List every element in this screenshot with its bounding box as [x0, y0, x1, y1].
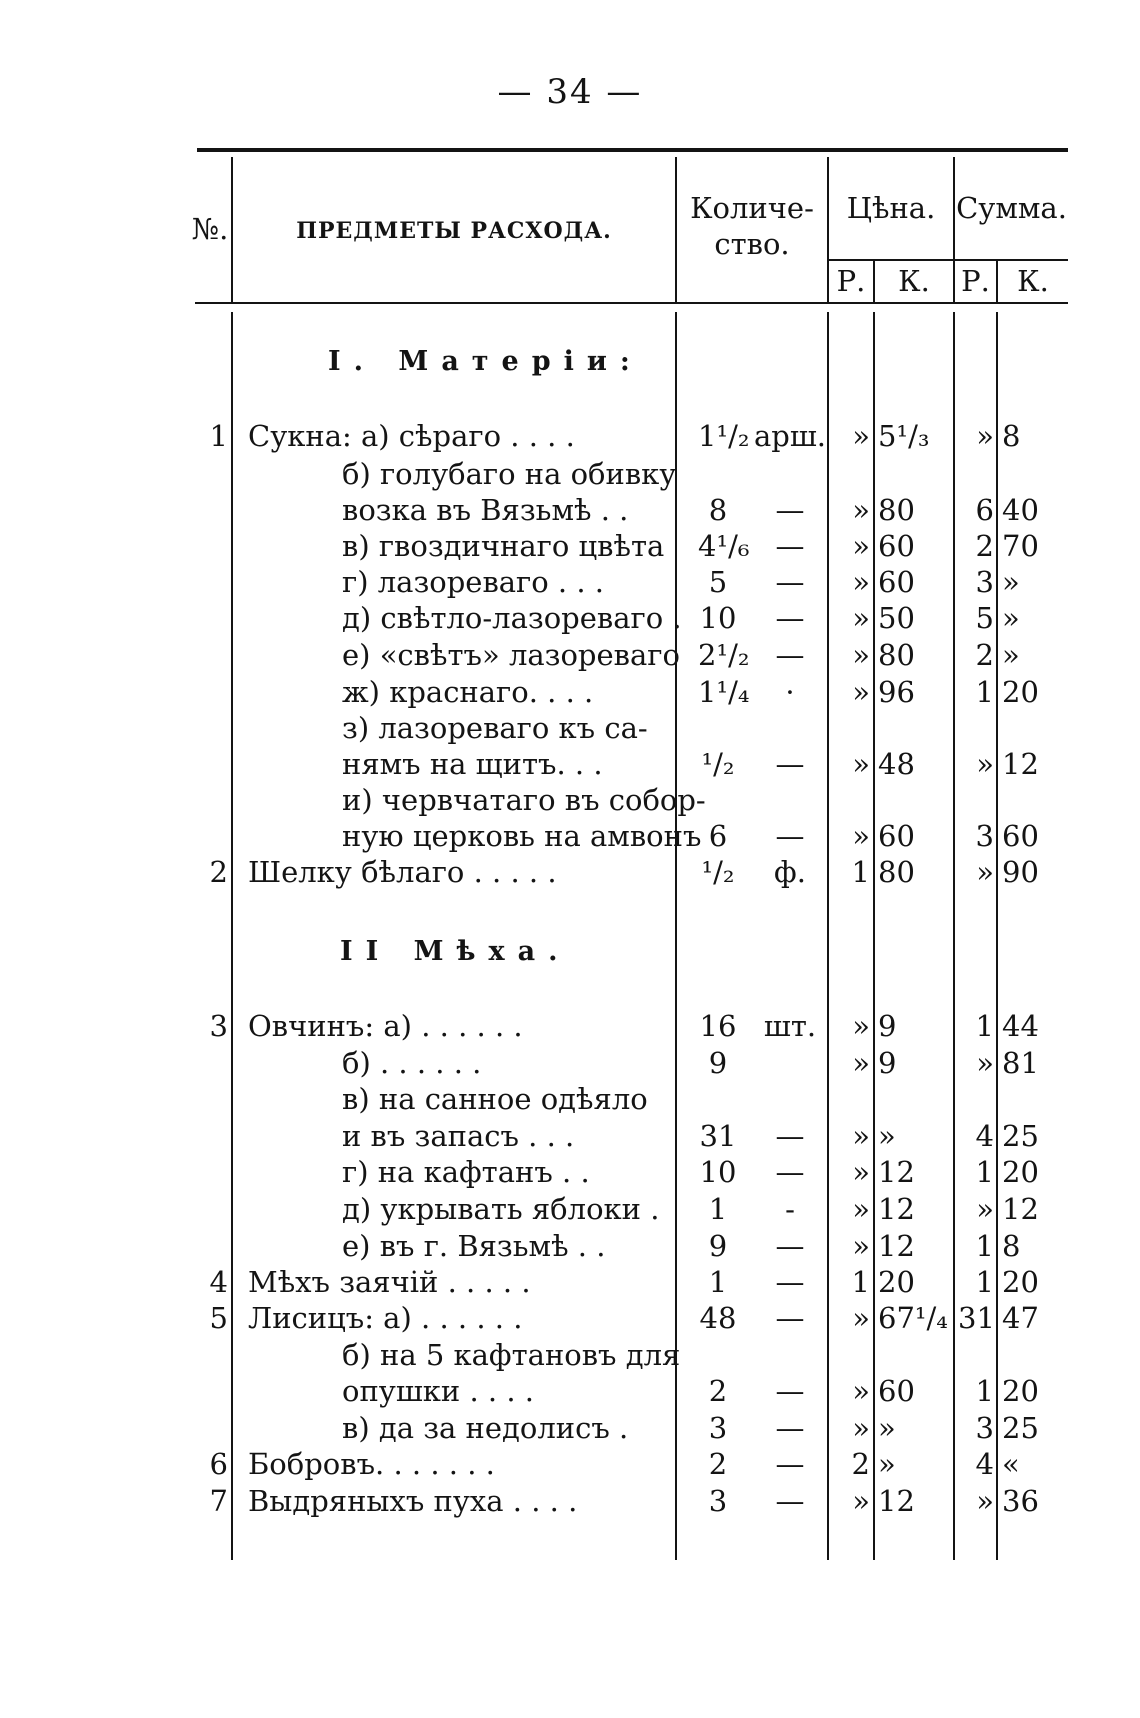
cell-pr: » — [852, 601, 870, 635]
cell-qty: 1 — [708, 1265, 728, 1299]
table-row — [0, 746, 1140, 782]
cell-pk: 60 — [878, 1374, 915, 1408]
cell-pk: 60 — [878, 565, 915, 599]
cell-item: и) червчатаго въ собор- — [342, 783, 706, 817]
cell-unit: арш. — [753, 419, 827, 453]
cell-pk: » — [878, 1447, 896, 1481]
cell-pk: 48 — [878, 747, 915, 781]
table-row — [0, 1446, 1140, 1482]
cell-sk: 25 — [1002, 1411, 1039, 1445]
cell-qty: 5 — [708, 565, 728, 599]
cell-pk: 60 — [878, 819, 915, 853]
cell-item: г) на кафтанъ . . — [342, 1155, 590, 1189]
cell-sk: 20 — [1002, 1374, 1039, 1408]
cell-sr: » — [976, 1046, 994, 1080]
cell-item: и въ запасъ . . . — [342, 1119, 575, 1153]
cell-sr: 4 — [975, 1447, 994, 1481]
cell-sr: 3 — [975, 1411, 994, 1445]
cell-sk: 20 — [1002, 1155, 1039, 1189]
cell-pr: » — [852, 493, 870, 527]
cell-qty: 9 — [708, 1046, 728, 1080]
cell-qty: 10 — [699, 601, 737, 635]
cell-sk: 47 — [1002, 1301, 1039, 1335]
cell-qty: 6 — [708, 819, 728, 853]
cell-item: Мѣхъ заячій . . . . . — [248, 1265, 531, 1299]
cell-qty: 48 — [699, 1301, 737, 1335]
cell-sr: 5 — [975, 601, 994, 635]
cell-pr: » — [852, 1192, 870, 1226]
cell-unit: — — [775, 1484, 805, 1518]
cell-pk: 80 — [878, 493, 915, 527]
cell-pk: 50 — [878, 601, 915, 635]
cell-item: ную церковь на амвонъ — [342, 819, 702, 853]
table-row — [0, 1081, 1140, 1117]
cell-item: нямъ на щитъ. . . — [342, 747, 603, 781]
cell-pr: » — [852, 638, 870, 672]
cell-unit: — — [775, 1229, 805, 1263]
cell-unit: · — [785, 675, 795, 709]
cell-qty: 16 — [699, 1009, 737, 1043]
table-row — [0, 1410, 1140, 1446]
cell-qty: ¹/₂ — [701, 855, 735, 889]
cell-unit: — — [775, 638, 805, 672]
cell-sk: « — [1002, 1447, 1020, 1481]
cell-sk: 44 — [1002, 1009, 1039, 1043]
cell-sr: » — [976, 747, 994, 781]
table-row — [0, 854, 1140, 890]
page-number: — 34 — — [497, 72, 643, 112]
cell-pr: » — [852, 1046, 870, 1080]
cell-qty: 2 — [708, 1447, 728, 1481]
header-price-r: Р. — [836, 264, 866, 298]
cell-item: б) голубаго на обивку — [342, 457, 677, 491]
cell-item: д) укрывать яблоки . — [342, 1192, 660, 1226]
cell-unit: — — [775, 493, 805, 527]
cell-pr: » — [852, 1009, 870, 1043]
cell-sk: » — [1002, 565, 1020, 599]
cell-sk: 81 — [1002, 1046, 1039, 1080]
cell-sk: 70 — [1002, 529, 1039, 563]
cell-pr: » — [852, 1229, 870, 1263]
cell-item: б) . . . . . . — [342, 1046, 482, 1080]
cell-item: е) «свѣтъ» лазореваго — [342, 638, 680, 672]
cell-qty: 2¹/₂ — [698, 638, 750, 672]
cell-num: 2 — [209, 855, 228, 889]
cell-num: 6 — [209, 1447, 228, 1481]
header-qty-2: ство. — [714, 227, 790, 261]
table-row — [0, 1228, 1140, 1264]
table-row — [0, 1045, 1140, 1081]
cell-pk: 9 — [878, 1009, 897, 1043]
cell-num: 4 — [209, 1265, 228, 1299]
cell-sr: 1 — [975, 1265, 994, 1299]
cell-sr: 2 — [975, 638, 994, 672]
header-price: Цѣна. — [846, 191, 936, 225]
cell-pk: 96 — [878, 675, 915, 709]
cell-qty: 10 — [699, 1155, 737, 1189]
cell-sr: » — [976, 855, 994, 889]
cell-pr: » — [852, 565, 870, 599]
cell-sr: 1 — [975, 1155, 994, 1189]
cell-pk: 67¹/₄ — [878, 1301, 948, 1335]
cell-pk: 5¹/₃ — [878, 419, 930, 453]
table-row — [0, 710, 1140, 746]
cell-item: в) да за недолисъ . — [342, 1411, 629, 1445]
cell-unit: — — [775, 601, 805, 635]
cell-item: Сукна: а) сѣраго . . . . — [248, 419, 575, 453]
cell-sr: 3 — [975, 819, 994, 853]
table-row — [0, 637, 1140, 673]
cell-pk: 12 — [878, 1229, 915, 1263]
cell-pr: » — [852, 1484, 870, 1518]
cell-pr: 1 — [851, 855, 870, 889]
cell-item: Выдряныхъ пуха . . . . — [248, 1484, 578, 1518]
cell-item: в) гвоздичнаго цвѣта — [342, 529, 665, 563]
cell-unit: — — [775, 1447, 805, 1481]
cell-unit: — — [775, 565, 805, 599]
cell-item: Бобровъ. . . . . . . — [248, 1447, 495, 1481]
cell-pr: » — [852, 1155, 870, 1189]
cell-sk: 12 — [1002, 1192, 1039, 1226]
cell-sr: 1 — [975, 1009, 994, 1043]
cell-num: 7 — [209, 1484, 228, 1518]
cell-pk: 9 — [878, 1046, 897, 1080]
table-row — [0, 600, 1140, 636]
subheader-rule — [827, 259, 1068, 261]
cell-pr: » — [852, 819, 870, 853]
cell-qty: 3 — [708, 1484, 728, 1518]
cell-pk: » — [878, 1411, 896, 1445]
cell-sk: 90 — [1002, 855, 1039, 889]
cell-sk: 40 — [1002, 493, 1039, 527]
cell-unit: — — [775, 529, 805, 563]
table-row — [0, 1118, 1140, 1154]
cell-qty: 1 — [708, 1192, 728, 1226]
header-sum-k: К. — [1017, 264, 1049, 298]
cell-pk: 20 — [878, 1265, 915, 1299]
section-heading-materials: I. Матеріи: — [328, 346, 643, 377]
cell-item: Лисицъ: а) . . . . . . — [248, 1301, 523, 1335]
cell-qty: 31 — [699, 1119, 737, 1153]
cell-item: з) лазореваго къ са- — [342, 711, 648, 745]
table-row — [0, 674, 1140, 710]
cell-sk: 8 — [1002, 419, 1021, 453]
table-row — [0, 418, 1140, 454]
cell-qty: ¹/₂ — [701, 747, 735, 781]
cell-sr: 2 — [975, 529, 994, 563]
cell-pk: » — [878, 1119, 896, 1153]
cell-pk: 60 — [878, 529, 915, 563]
cell-sk: 20 — [1002, 675, 1039, 709]
table-row — [0, 528, 1140, 564]
cell-sk: 60 — [1002, 819, 1039, 853]
cell-pk: 12 — [878, 1484, 915, 1518]
cell-sr: 1 — [975, 1374, 994, 1408]
table-row — [0, 1483, 1140, 1519]
cell-pk: 80 — [878, 855, 915, 889]
cell-unit: - — [785, 1192, 795, 1226]
table-row — [0, 1337, 1140, 1373]
cell-pk: 80 — [878, 638, 915, 672]
cell-item: д) свѣтло-лазореваго . — [342, 601, 682, 635]
cell-sr: 31 — [958, 1301, 995, 1335]
table-row — [0, 1154, 1140, 1190]
table-row — [0, 456, 1140, 492]
cell-pk: 12 — [878, 1155, 915, 1189]
cell-sr: 1 — [975, 675, 994, 709]
header-price-k: К. — [898, 264, 930, 298]
cell-item: г) лазореваго . . . — [342, 565, 605, 599]
header-sum-r: Р. — [961, 264, 990, 298]
cell-sr: 6 — [975, 493, 994, 527]
cell-num: 3 — [209, 1009, 228, 1043]
cell-unit: — — [775, 747, 805, 781]
cell-sr: 4 — [975, 1119, 994, 1153]
table-row — [0, 1373, 1140, 1409]
cell-sr: » — [976, 1192, 994, 1226]
cell-unit: — — [775, 1119, 805, 1153]
cell-pr: » — [852, 675, 870, 709]
cell-qty: 9 — [708, 1229, 728, 1263]
cell-item: е) въ г. Вязьмѣ . . — [342, 1229, 606, 1263]
cell-sk: 36 — [1002, 1484, 1039, 1518]
cell-qty: 3 — [708, 1411, 728, 1445]
table-row — [0, 1191, 1140, 1227]
cell-sr: » — [976, 1484, 994, 1518]
cell-sk: 12 — [1002, 747, 1039, 781]
cell-sr: 1 — [975, 1229, 994, 1263]
cell-pr: » — [852, 747, 870, 781]
cell-qty: 1¹/₂ — [698, 419, 750, 453]
cell-unit: — — [775, 819, 805, 853]
cell-item: возка въ Вязьмѣ . . — [342, 493, 629, 527]
cell-qty: 1¹/₄ — [698, 675, 750, 709]
cell-num: 5 — [209, 1301, 228, 1335]
cell-qty: 4¹/₆ — [698, 529, 750, 563]
cell-sk: » — [1002, 638, 1020, 672]
header-qty-1: Количе- — [690, 191, 814, 225]
cell-sk: 8 — [1002, 1229, 1021, 1263]
cell-pr: » — [852, 1374, 870, 1408]
cell-item: б) на 5 кафтановъ для — [342, 1338, 681, 1372]
cell-unit: — — [775, 1301, 805, 1335]
cell-pr: 1 — [851, 1265, 870, 1299]
table-row — [0, 1300, 1140, 1336]
cell-sk: 25 — [1002, 1119, 1039, 1153]
cell-sk: 20 — [1002, 1265, 1039, 1299]
cell-pr: » — [852, 419, 870, 453]
table-row — [0, 782, 1140, 818]
cell-pr: » — [852, 1411, 870, 1445]
cell-unit: — — [775, 1411, 805, 1445]
section-heading-furs: II Мѣха. — [340, 936, 571, 967]
cell-unit: шт. — [763, 1009, 817, 1043]
cell-pr: » — [852, 1119, 870, 1153]
cell-item: ж) краснаго. . . . — [342, 675, 594, 709]
header-num: №. — [191, 212, 229, 246]
table-row — [0, 1264, 1140, 1300]
cell-item: Овчинъ: а) . . . . . . — [248, 1009, 523, 1043]
table-row — [0, 1008, 1140, 1044]
cell-qty: 2 — [708, 1374, 728, 1408]
cell-pk: 12 — [878, 1192, 915, 1226]
header-bottom-rule — [195, 302, 1068, 304]
cell-sk: » — [1002, 601, 1020, 635]
cell-pr: » — [852, 529, 870, 563]
cell-unit: — — [775, 1374, 805, 1408]
header-items: ПРЕДМЕТЫ РАСХОДА. — [296, 218, 612, 244]
cell-sr: » — [976, 419, 994, 453]
cell-unit: ф. — [774, 855, 806, 889]
cell-item: Шелку бѣлаго . . . . . — [248, 855, 557, 889]
table-row — [0, 818, 1140, 854]
table-row — [0, 492, 1140, 528]
cell-sr: 3 — [975, 565, 994, 599]
cell-item: опушки . . . . — [342, 1374, 535, 1408]
table-top-rule — [197, 148, 1068, 152]
cell-pr: » — [852, 1301, 870, 1335]
cell-unit: — — [775, 1265, 805, 1299]
table-row — [0, 564, 1140, 600]
cell-item: в) на санное одѣяло — [342, 1082, 648, 1116]
cell-unit: — — [775, 1155, 805, 1189]
cell-num: 1 — [209, 419, 228, 453]
header-sum: Сумма. — [956, 191, 1067, 225]
cell-pr: 2 — [851, 1447, 870, 1481]
cell-qty: 8 — [708, 493, 728, 527]
